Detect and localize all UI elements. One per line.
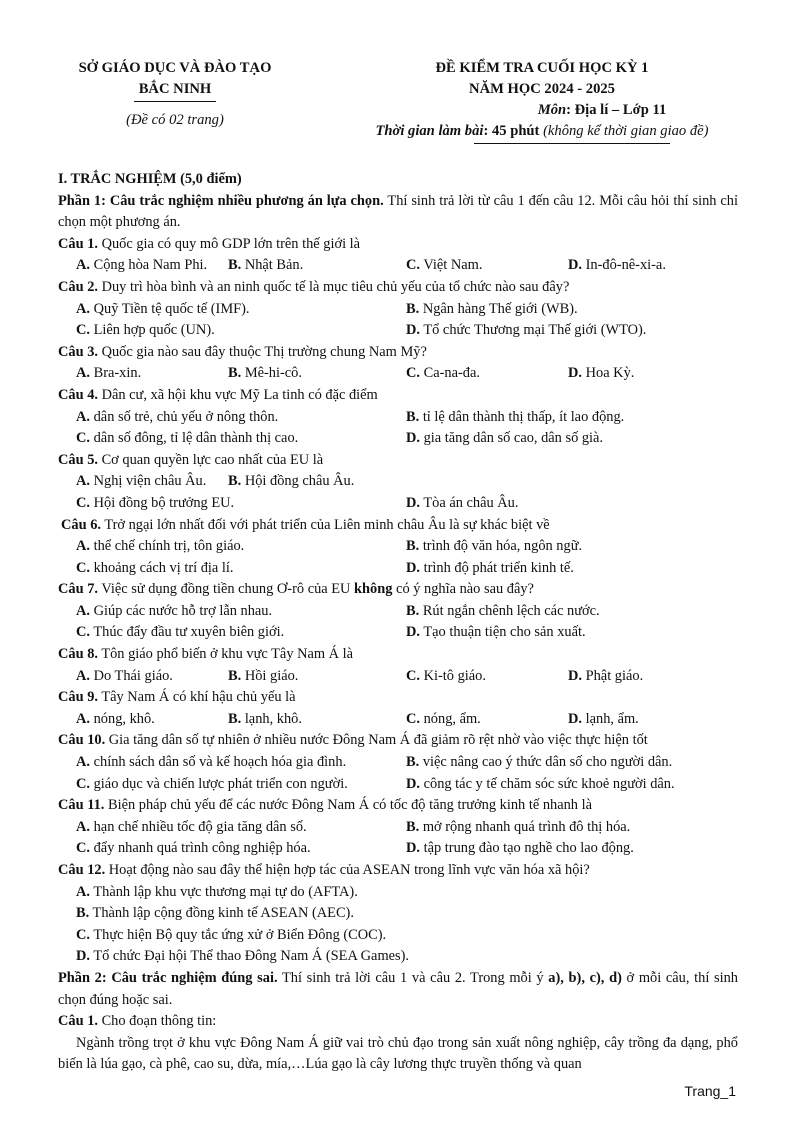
question-1-options (58, 255, 738, 277)
department-name: SỞ GIÁO DỤC VÀ ĐÀO TẠO (78, 60, 272, 76)
option-c[interactable]: C. dân số đông, tỉ lệ dân thành thị cao. (76, 430, 299, 447)
option-d[interactable]: D. Tạo thuận tiện cho sản xuất. (406, 624, 586, 641)
option-a[interactable]: A. thể chế chính trị, tôn giáo. (76, 538, 245, 555)
question-3: Câu 3. Quốc gia nào sau đây thuộc Thị trường chung Nam Mỹ? (58, 343, 427, 360)
question-12-option-d (58, 946, 738, 968)
question-10: Câu 10. Gia tăng dân số tự nhiên ở nhiều nước Đông Nam Á đã giảm rõ rệt nhờ vào việc thực hiện tốt (58, 732, 648, 749)
option-b[interactable]: B. Hồi giáo. (228, 667, 299, 684)
header-left (50, 58, 300, 131)
question-10-options-row2 (58, 774, 738, 796)
option-b[interactable]: B. Hội đồng châu Âu. (228, 473, 355, 490)
option-a[interactable]: A. Quỹ Tiền tệ quốc tế (IMF). (76, 300, 250, 317)
option-d[interactable]: D. trình độ phát triển kinh tế. (406, 559, 574, 576)
option-d[interactable]: D. Tổ chức Đại hội Thể thao Đông Nam Á (SEA Games). (76, 948, 410, 965)
subject-line: Môn: Địa lí – Lớp 11 (537, 102, 667, 118)
question-3-options (58, 363, 738, 385)
option-d[interactable]: D. Tòa án châu Âu. (406, 494, 519, 511)
question-7-options-row2 (58, 622, 738, 644)
question-11-options-row2 (58, 838, 738, 860)
option-b[interactable]: B. việc nâng cao ý thức dân số cho người dân. (406, 754, 673, 771)
question-2-options-row2 (58, 320, 738, 342)
page-number: Trang_1 (684, 1083, 736, 1099)
option-c[interactable]: C. Việt Nam. (406, 257, 483, 274)
option-c[interactable]: C. Ki-tô giáo. (406, 667, 486, 684)
part2-instructions: Phần 2: Câu trắc nghiệm đúng sai. Thí sinh trả lời câu 1 và câu 2. Trong mỗi ý a), b), c), d) ở mỗi câu, thí sinh chọn đúng hoặc sai. (58, 969, 738, 1008)
option-d[interactable]: D. gia tăng dân số cao, dân số già. (406, 430, 604, 447)
option-c[interactable]: C. Thực hiện Bộ quy tắc ứng xử ở Biển Đông (COC). (76, 926, 387, 943)
question-7-options-row1 (58, 601, 738, 623)
option-b[interactable]: B. Rút ngắn chênh lệch các nước. (406, 602, 600, 619)
exam-content (58, 169, 738, 1076)
question-12-option-b (58, 903, 738, 925)
part2-question-1: Câu 1. Cho đoạn thông tin: (58, 1013, 217, 1030)
option-c[interactable]: C. nóng, ẩm. (406, 710, 481, 727)
option-b[interactable]: B. tỉ lệ dân thành thị thấp, ít lao động. (406, 408, 625, 425)
section-title: I. TRẮC NGHIỆM (5,0 điểm) (58, 171, 242, 187)
question-12: Câu 12. Hoạt động nào sau đây thể hiện hợp tác của ASEAN trong lĩnh vực văn hóa xã hội? (58, 862, 590, 878)
question-9: Câu 9. Tây Nam Á có khí hậu chủ yếu là (58, 689, 296, 706)
header-right-divider (474, 143, 670, 144)
question-9-options (58, 709, 738, 731)
question-11-options-row1 (58, 817, 738, 839)
page-count-note: (Đề có 02 trang) (126, 112, 224, 128)
option-a[interactable]: A. Cộng hòa Nam Phi. (76, 257, 208, 274)
question-5-options-row1 (58, 471, 738, 493)
option-b[interactable]: B. Nhật Bản. (228, 257, 304, 274)
question-12-option-a (58, 882, 738, 904)
question-4-options-row1 (58, 407, 738, 429)
question-5: Câu 5. Cơ quan quyền lực cao nhất của EU là (58, 451, 324, 468)
option-b[interactable]: B. Thành lập cộng đồng kinh tế ASEAN (AEC). (76, 905, 354, 922)
option-b[interactable]: B. lạnh, khô. (228, 710, 302, 727)
question-6-options-row2 (58, 558, 738, 580)
province-name: BẮC NINH (138, 81, 212, 97)
option-b[interactable]: B. Mê-hi-cô. (228, 365, 302, 382)
question-6: Câu 6. Trở ngại lớn nhất đối với phát triển của Liên minh châu Âu là sự khác biệt về (61, 516, 550, 533)
question-2-options-row1 (58, 299, 738, 321)
question-6-options-row1 (58, 536, 738, 558)
question-1: Câu 1. Quốc gia có quy mô GDP lớn trên thế giới là (58, 235, 361, 252)
exam-title: ĐỀ KIỂM TRA CUỐI HỌC KỲ 1 (435, 60, 649, 76)
question-5-options-row2 (58, 493, 738, 515)
option-a[interactable]: A. Nghị viện châu Âu. (76, 473, 207, 490)
option-d[interactable]: D. In-đô-nê-xi-a. (568, 257, 666, 274)
option-c[interactable]: C. giáo dục và chiến lược phát triển con người. (76, 775, 348, 792)
option-a[interactable]: A. nóng, khô. (76, 710, 155, 727)
time-line: Thời gian làm bài: 45 phút (không kể thời gian giao đề) (375, 123, 709, 139)
option-a[interactable]: A. Thành lập khu vực thương mại tự do (AFTA). (76, 883, 358, 900)
option-d[interactable]: D. Phật giáo. (568, 667, 644, 684)
option-b[interactable]: B. trình độ văn hóa, ngôn ngữ. (406, 538, 583, 555)
question-10-options-row1 (58, 752, 738, 774)
option-a[interactable]: A. Giúp các nước hỗ trợ lẫn nhau. (76, 602, 273, 619)
option-c[interactable]: C. Thúc đẩy đầu tư xuyên biên giới. (76, 624, 285, 641)
option-a[interactable]: A. chính sách dân số và kế hoạch hóa gia đình. (76, 754, 347, 771)
school-year: NĂM HỌC 2024 - 2025 (469, 81, 615, 97)
option-b[interactable]: B. mở rộng nhanh quá trình đô thị hóa. (406, 818, 631, 835)
part2-passage: Ngành trồng trọt ở khu vực Đông Nam Á giữ vai trò chủ đạo trong sản xuất nông nghiệp, cây trồng đa dạng, phổ biến là lúa gạo, cà phê, cao su, dừa, mía,…Lúa gạo là cây lương thực truyền thống và quan (58, 1034, 738, 1073)
option-a[interactable]: A. Do Thái giáo. (76, 667, 173, 684)
question-12-option-c (58, 925, 738, 947)
header-right (322, 58, 762, 144)
question-4-options-row2 (58, 428, 738, 450)
option-d[interactable]: D. Hoa Kỳ. (568, 365, 635, 382)
question-2: Câu 2. Duy trì hòa bình và an ninh quốc tế là mục tiêu chủ yếu của tổ chức nào sau đây? (58, 278, 570, 295)
question-11: Câu 11. Biện pháp chủ yếu để các nước Đông Nam Á có tốc độ tăng trưởng kinh tế nhanh là (58, 797, 592, 814)
option-b[interactable]: B. Ngân hàng Thế giới (WB). (406, 300, 578, 317)
header-left-divider (134, 101, 216, 102)
option-c[interactable]: C. khoảng cách vị trí địa lí. (76, 559, 234, 576)
option-c[interactable]: C. đẩy nhanh quá trình công nghiệp hóa. (76, 840, 311, 857)
question-4: Câu 4. Dân cư, xã hội khu vực Mỹ La tinh có đặc điểm (58, 386, 378, 403)
option-c[interactable]: C. Hội đồng bộ trưởng EU. (76, 494, 235, 511)
question-8: Câu 8. Tôn giáo phổ biến ở khu vực Tây Nam Á là (58, 646, 354, 663)
part1-instructions: Phần 1: Câu trắc nghiệm nhiều phương án lựa chọn. Thí sinh trả lời từ câu 1 đến câu 12. Mỗi câu hỏi thí sinh chỉ chọn một phương án. (58, 192, 738, 231)
option-d[interactable]: D. lạnh, ẩm. (568, 710, 639, 727)
question-8-options (58, 666, 738, 688)
option-a[interactable]: A. Bra-xin. (76, 365, 142, 382)
option-d[interactable]: D. tập trung đào tạo nghề cho lao động. (406, 840, 634, 857)
option-c[interactable]: C. Ca-na-đa. (406, 365, 480, 382)
option-d[interactable]: D. công tác y tế chăm sóc sức khoẻ người dân. (406, 775, 675, 792)
option-d[interactable]: D. Tổ chức Thương mại Thế giới (WTO). (406, 322, 647, 339)
option-c[interactable]: C. Liên hợp quốc (UN). (76, 322, 215, 339)
option-a[interactable]: A. hạn chế nhiều tốc độ gia tăng dân số. (76, 818, 307, 835)
question-7: Câu 7. Việc sử dụng đồng tiền chung Ơ-rô của EU không có ý nghĩa nào sau đây? (58, 581, 534, 598)
option-a[interactable]: A. dân số trẻ, chủ yếu ở nông thôn. (76, 408, 279, 425)
